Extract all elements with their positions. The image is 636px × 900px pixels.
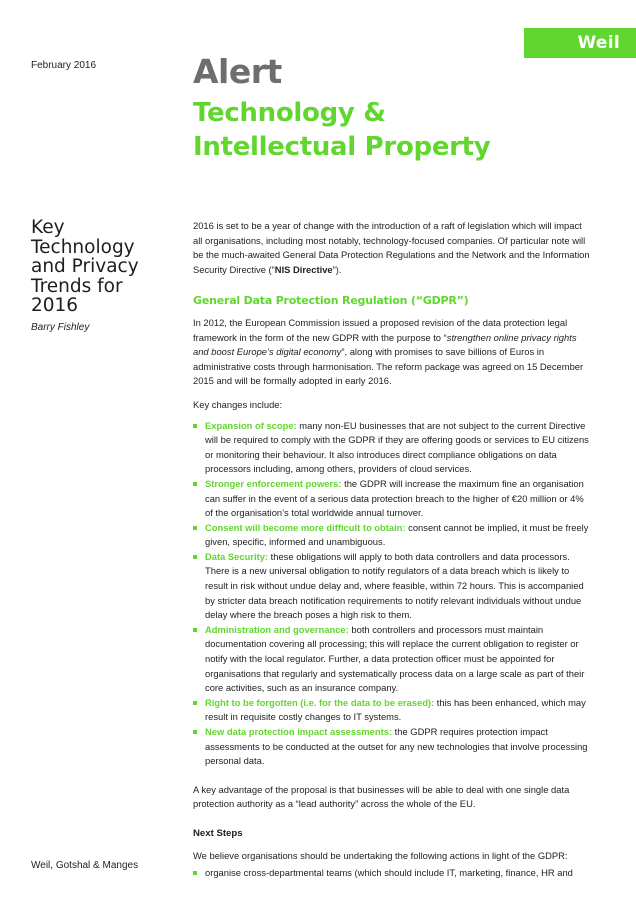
bullet-lead: Administration and governance:: [205, 623, 349, 635]
alert-label: Alert: [193, 52, 282, 91]
bullet-lead: Stronger enforcement powers:: [205, 477, 342, 489]
bullet-icon: [193, 701, 197, 705]
gdpr-text-end: ”, along with promises to save billions of Euros in administrative costs through harmonisation. The reform package was agreed on 15 December 2015 and will be formally adopted in early 2016.: [193, 346, 584, 387]
list-item: [193, 696, 593, 725]
bullet-icon: [193, 555, 197, 559]
bullet-text: these obligations will apply to both data controllers and data processors. There is a new universal obligation to notify regulators of a data breach which is likely to result in risk without undue delay and, where feasible, within 72 hours. This is accompanied by stricter data breach notification requirements to notify relevant individuals without undue delay where the breach poses a high risk to them.: [205, 550, 584, 621]
bullet-icon: [193, 424, 197, 428]
bullet-icon: [193, 526, 197, 530]
bullet-text: the GDPR requires protection impact assessments to be conducted at the outset for any new technologies that involve processing personal data.: [205, 726, 588, 767]
bullet-icon: [193, 871, 197, 875]
practice-area-line-2: Intellectual Property: [193, 132, 491, 162]
bullet-lead: Data Security:: [205, 550, 269, 562]
firm-name-footer: Weil, Gotshal & Manges: [31, 860, 139, 871]
intro-paragraph: [193, 219, 593, 277]
weil-logo: Weil: [524, 28, 636, 58]
article-title-line: Trends for: [31, 275, 123, 297]
list-item: [193, 521, 593, 550]
bullet-lead: Consent will become more difficult to obtain:: [205, 521, 406, 533]
bullet-lead: Right to be forgotten (i.e. for the data to be erased):: [205, 696, 435, 708]
bullet-text: organise cross-departmental teams (which should include IT, marketing, finance, HR and: [205, 867, 573, 879]
practice-area-line-1: Technology &: [193, 98, 386, 128]
gdpr-heading: General Data Protection Regulation (“GDPR”): [193, 294, 469, 308]
key-changes-label: Key changes include:: [193, 398, 283, 410]
bullet-icon: [193, 730, 197, 734]
bullet-text: both controllers and processors must maintain documentation covering all processing; this will replace the current obligation to register or notify with the local regulator. Further, a data protection officer must be appointed for organisations that regularly and systematically process data on a large scale as part of their core activities, such as an insurance company.: [205, 623, 585, 694]
list-item: [193, 866, 593, 881]
article-body: [193, 219, 593, 881]
author-name: Barry Fishley: [31, 322, 90, 333]
practice-area-title: [193, 96, 490, 164]
intro-text: 2016 is set to be a year of change with the introduction of a raft of legislation which will impact all organisations, including most notably, technology-focused companies. Of particular note will be the much-awaited General Data Protection Regulations and the Network and the Information Security Directive (“: [193, 220, 590, 275]
bullet-text: many non-EU businesses that are not subject to the current Directive will be required to comply with the GDPR if they are offering goods or services to EU citizens or monitoring their behaviour. It also introduces direct compliance obligations on data processors including, among others, providers of cloud services.: [205, 419, 589, 475]
list-item: [193, 477, 593, 521]
list-item: [193, 725, 593, 769]
next-steps-list: [193, 866, 593, 881]
bullet-text: consent cannot be implied, it must be freely given, specific, informed and unambiguous.: [205, 521, 589, 548]
article-title-line: Technology: [31, 236, 135, 258]
key-changes-list: [193, 419, 593, 769]
bullet-text: this has been enhanced, which may result in requisite costly changes to IT systems.: [205, 696, 586, 723]
list-item: [193, 419, 593, 477]
article-title-line: and Privacy: [31, 256, 139, 277]
bullet-icon: [193, 482, 197, 486]
bullet-text: the GDPR will increase the maximum fine an organisation can suffer in the event of a serious data protection breach to the higher of €20 million or 4% of the organisation’s total worldwide annual turnover.: [205, 477, 584, 519]
article-title: [31, 218, 139, 316]
bullet-icon: [193, 628, 197, 632]
intro-text-end: ”).: [332, 263, 342, 275]
next-steps-heading: Next Steps: [193, 827, 243, 839]
list-item: [193, 550, 593, 623]
publication-date: February 2016: [31, 60, 97, 71]
nis-directive-term: NIS Directive: [274, 263, 333, 275]
article-title-line: 2016: [31, 295, 79, 316]
advantage-paragraph: A key advantage of the proposal is that businesses will be able to deal with one single data protection authority as a “lead authority” across the whole of the EU.: [193, 783, 570, 810]
gdpr-text: In 2012, the European Commission issued a proposed revision of the data protection legal framework in the form of the new GDPR with the purpose to “: [193, 316, 568, 343]
gdpr-quote: strengthen online privacy rights and boost Europe’s digital economy: [193, 331, 577, 358]
article-title-line: Key: [31, 217, 65, 238]
gdpr-paragraph: [193, 316, 593, 389]
list-item: [193, 623, 593, 696]
bullet-lead: New data protection impact assessments:: [205, 726, 393, 737]
next-steps-intro: We believe organisations should be undertaking the following actions in light of the GDPR:: [193, 849, 568, 861]
bullet-lead: Expansion of scope:: [205, 419, 297, 431]
